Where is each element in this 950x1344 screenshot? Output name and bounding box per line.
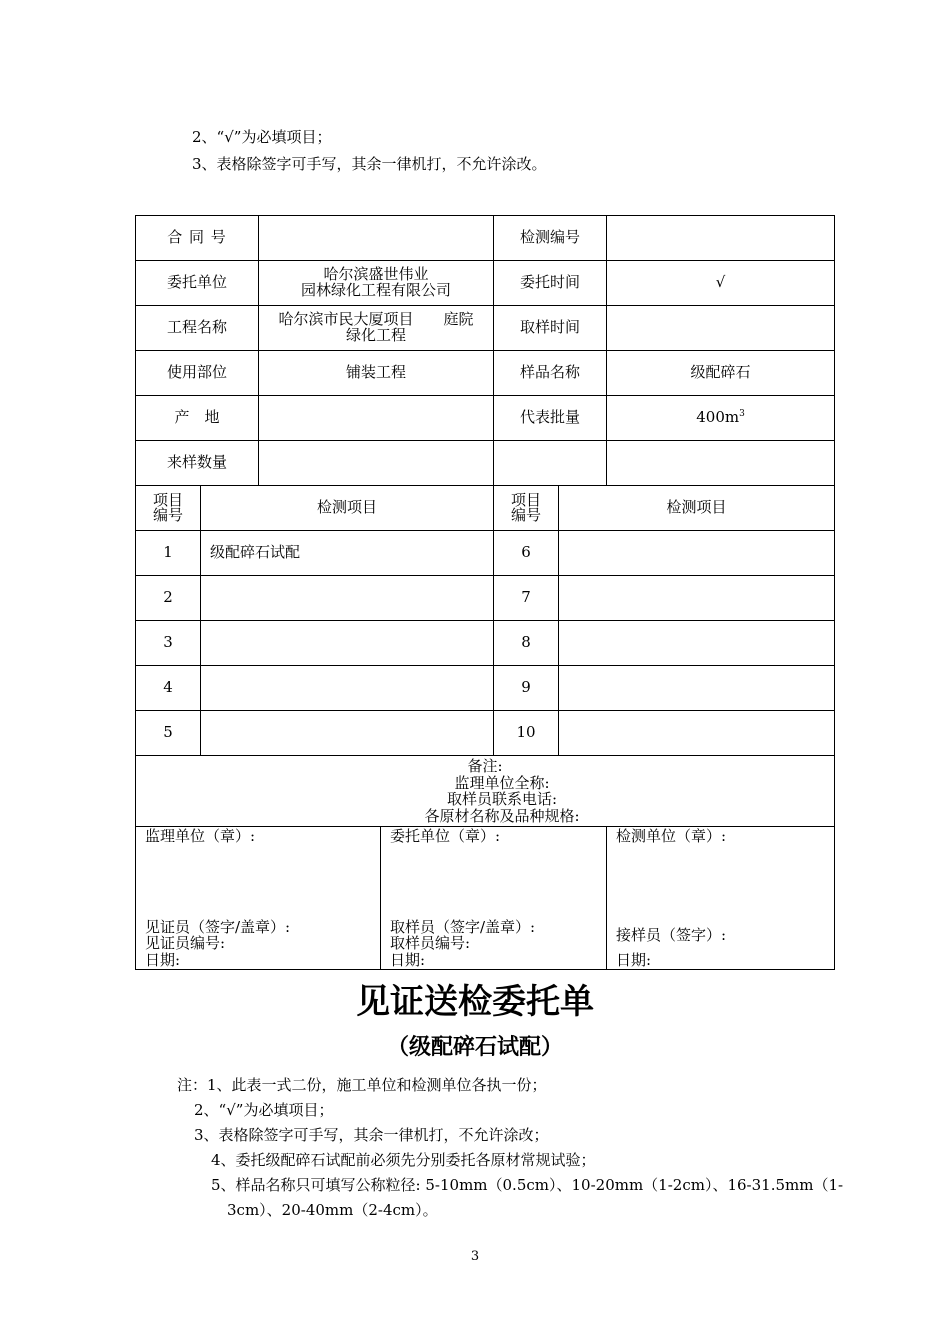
batch-unit-sup: 3 bbox=[739, 409, 745, 420]
item-row bbox=[136, 711, 835, 756]
item-no-header-right-line2: 编号 bbox=[511, 506, 542, 524]
client-unit-label: 委托单位（章）: bbox=[390, 827, 501, 845]
project-value-line1: 哈尔滨市民大厦项目 庭院 bbox=[278, 310, 474, 329]
quantity-value[interactable] bbox=[259, 441, 494, 486]
receiver-label: 接样员（签字）: bbox=[616, 926, 727, 945]
item-no-right: 8 bbox=[494, 621, 559, 666]
contract-no-label: 合 同 号 bbox=[136, 216, 259, 261]
item-header-left: 检测项目 bbox=[201, 486, 494, 531]
bottom-note-1: 注：1、此表一式二份，施工单位和检测单位各执一份； bbox=[177, 1076, 547, 1094]
witness-no-label: 见证员编号: bbox=[145, 934, 226, 953]
quantity-label: 来样数量 bbox=[136, 441, 259, 486]
client-value[interactable] bbox=[259, 261, 494, 306]
bottom-note-4: 4、委托级配碎石试配前必须先分别委托各原材常规试验； bbox=[211, 1151, 596, 1169]
item-left[interactable] bbox=[201, 666, 494, 711]
item-no-header-left-line1: 项目 bbox=[152, 491, 183, 509]
bottom-note-5-cont: 3cm）、20-40mm（2-4cm）。 bbox=[227, 1201, 438, 1219]
remarks-cell[interactable] bbox=[136, 756, 835, 827]
project-value[interactable] bbox=[259, 306, 494, 351]
item-no-left: 5 bbox=[136, 711, 201, 756]
document-title: 见证送检委托单 bbox=[356, 982, 594, 1022]
entrust-time-label: 委托时间 bbox=[494, 261, 607, 306]
remarks-material-spec: 各原材名称及品种规格: bbox=[424, 806, 580, 825]
sample-name-value[interactable]: 级配碎石 bbox=[607, 351, 835, 396]
remarks-supervisor-fullname: 监理单位全称: bbox=[454, 773, 550, 792]
quantity-extra-1[interactable] bbox=[494, 441, 607, 486]
lab-sign-cell[interactable] bbox=[607, 827, 835, 970]
sampling-time-value[interactable] bbox=[607, 306, 835, 351]
item-no-left: 2 bbox=[136, 576, 201, 621]
item-no-right: 10 bbox=[494, 711, 559, 756]
sampler-label: 取样员（签字/盖章）: bbox=[390, 917, 536, 936]
usage-label: 使用部位 bbox=[136, 351, 259, 396]
item-left[interactable]: 级配碎石试配 bbox=[201, 531, 494, 576]
origin-value[interactable] bbox=[259, 396, 494, 441]
item-left[interactable] bbox=[201, 621, 494, 666]
supervisor-unit-label: 监理单位（章）: bbox=[145, 827, 256, 845]
item-no-right: 7 bbox=[494, 576, 559, 621]
batch-value-text: 400m bbox=[696, 408, 740, 427]
document-subtitle: （级配碎石试配） bbox=[386, 1035, 563, 1060]
signature-table bbox=[135, 826, 835, 970]
bottom-note-5: 5、样品名称只可填写公称粒径: 5-10mm（0.5cm）、10-20mm（1-2cm）、16-31.5mm（1- bbox=[211, 1176, 844, 1194]
test-no-label: 检测编号 bbox=[494, 216, 607, 261]
item-row bbox=[136, 576, 835, 621]
sampler-date-label: 日期: bbox=[390, 951, 426, 970]
remarks-sampler-phone: 取样员联系电话: bbox=[446, 790, 558, 808]
item-no-header-right-line1: 项目 bbox=[511, 491, 542, 509]
item-no-header-left bbox=[136, 486, 201, 531]
item-no-right: 9 bbox=[494, 666, 559, 711]
item-no-left: 4 bbox=[136, 666, 201, 711]
usage-value[interactable]: 铺装工程 bbox=[259, 351, 494, 396]
project-label: 工程名称 bbox=[136, 306, 259, 351]
commission-form-table bbox=[135, 215, 835, 827]
client-sign-cell[interactable] bbox=[381, 827, 607, 970]
item-no-right: 6 bbox=[494, 531, 559, 576]
top-note-2: 2、“√”为必填项目； bbox=[192, 128, 332, 146]
item-right[interactable] bbox=[559, 576, 835, 621]
witness-date-label: 日期: bbox=[145, 951, 181, 970]
test-no-value[interactable] bbox=[607, 216, 835, 261]
client-value-line2: 园林绿化工程有限公司 bbox=[301, 281, 452, 299]
top-note-3: 3、表格除签字可手写，其余一律机打，不允许涂改。 bbox=[192, 155, 547, 173]
batch-value[interactable] bbox=[607, 396, 835, 441]
client-value-line1: 哈尔滨盛世伟业 bbox=[323, 265, 429, 284]
item-left[interactable] bbox=[201, 711, 494, 756]
bottom-note-2: 2、“√”为必填项目； bbox=[194, 1101, 334, 1119]
lab-unit-label: 检测单位（章）: bbox=[616, 827, 727, 845]
item-row bbox=[136, 666, 835, 711]
receiver-date-label: 日期: bbox=[616, 951, 652, 970]
item-left[interactable] bbox=[201, 576, 494, 621]
item-header-right: 检测项目 bbox=[559, 486, 835, 531]
witness-label: 见证员（签字/盖章）: bbox=[145, 917, 291, 936]
item-row bbox=[136, 621, 835, 666]
item-right[interactable] bbox=[559, 711, 835, 756]
client-label: 委托单位 bbox=[136, 261, 259, 306]
item-right[interactable] bbox=[559, 531, 835, 576]
item-row bbox=[136, 531, 835, 576]
supervisor-sign-cell[interactable] bbox=[136, 827, 381, 970]
remarks-label: 备注: bbox=[467, 757, 503, 775]
item-no-header-left-line2: 编号 bbox=[152, 506, 183, 524]
sampler-no-label: 取样员编号: bbox=[390, 934, 471, 953]
item-right[interactable] bbox=[559, 666, 835, 711]
project-value-line2: 绿化工程 bbox=[346, 326, 407, 344]
sample-name-label: 样品名称 bbox=[494, 351, 607, 396]
item-right[interactable] bbox=[559, 621, 835, 666]
item-no-left: 3 bbox=[136, 621, 201, 666]
quantity-extra-2[interactable] bbox=[607, 441, 835, 486]
item-no-header-right bbox=[494, 486, 559, 531]
bottom-note-3: 3、表格除签字可手写，其余一律机打，不允许涂改； bbox=[194, 1126, 549, 1144]
contract-no-value[interactable] bbox=[259, 216, 494, 261]
entrust-time-value[interactable]: √ bbox=[607, 261, 835, 306]
page-number: 3 bbox=[470, 1249, 480, 1264]
batch-label: 代表批量 bbox=[494, 396, 607, 441]
sampling-time-label: 取样时间 bbox=[494, 306, 607, 351]
item-no-left: 1 bbox=[136, 531, 201, 576]
origin-label: 产 地 bbox=[136, 396, 259, 441]
